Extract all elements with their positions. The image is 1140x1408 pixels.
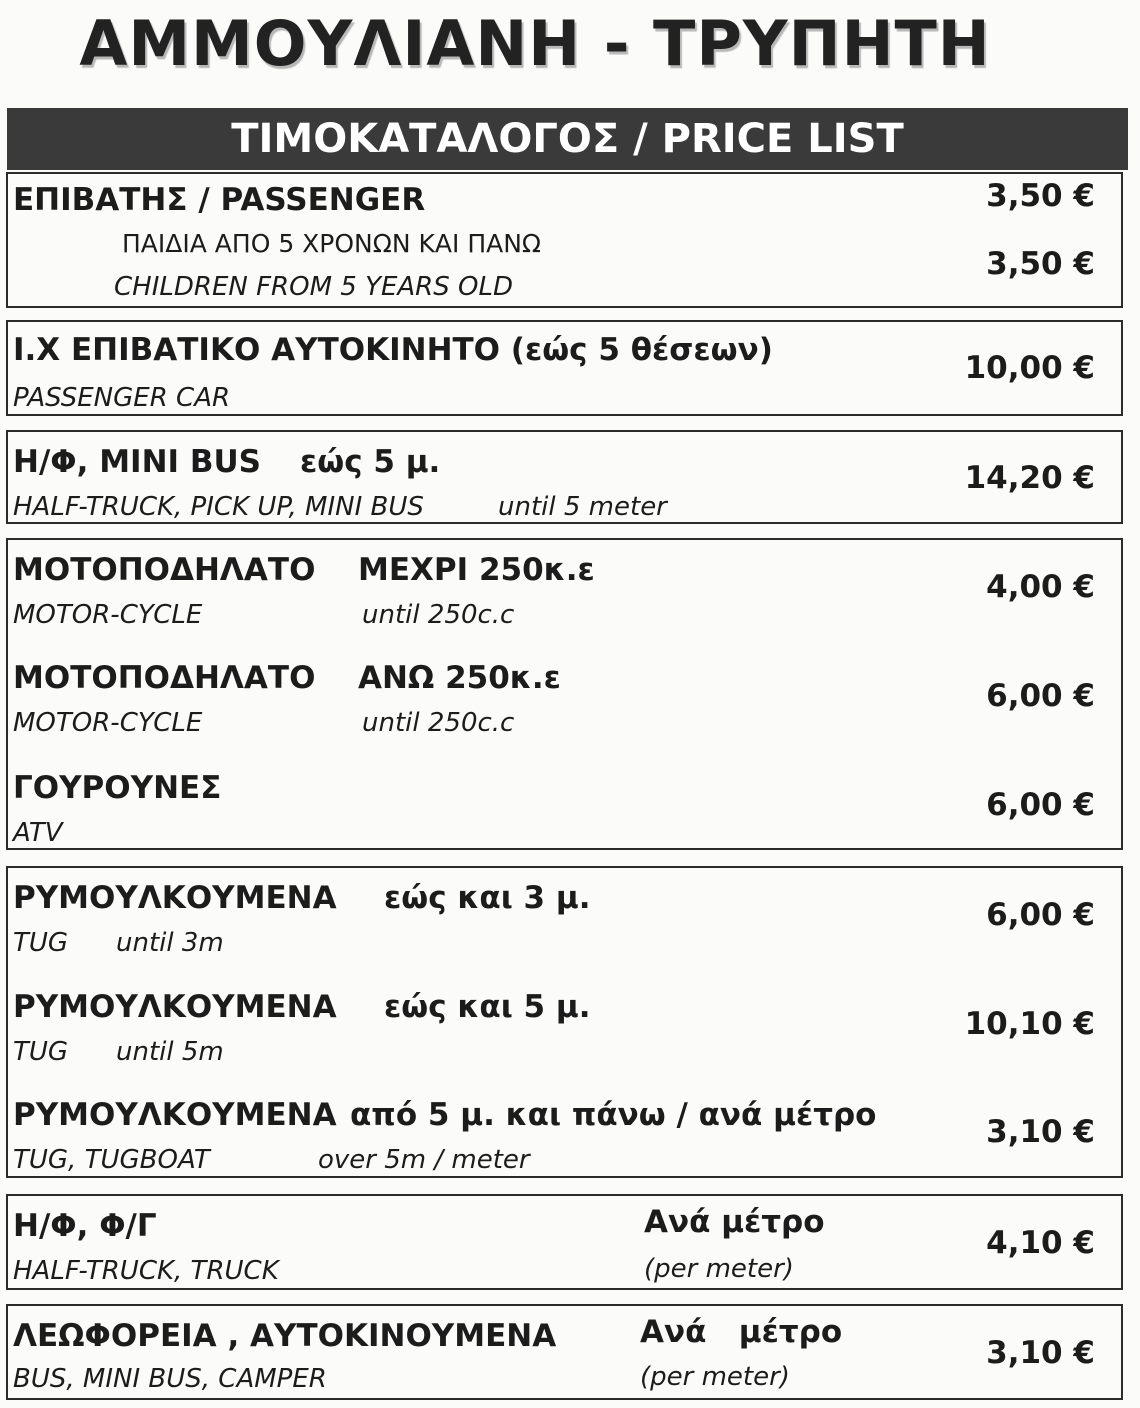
price-list-header: ΤΙΜΟΚΑΤΑΛΟΓΟΣ / PRICE LIST	[7, 108, 1128, 170]
atv-label-en: ATV	[13, 818, 63, 848]
passenger-price: 3,50 €	[986, 178, 1095, 214]
bus-section	[6, 1304, 1123, 1400]
atv-price: 6,00 €	[986, 787, 1095, 823]
truck-price: 4,10 €	[986, 1225, 1095, 1261]
tug2-size-en: until 5m	[116, 1037, 224, 1067]
tug1-label-en: TUG	[13, 928, 69, 958]
moto2-label-en: MOTOR-CYCLE	[13, 708, 203, 738]
tug-section	[6, 866, 1123, 1178]
passenger-label: ΕΠΙΒΑΤΗΣ / PASSENGER	[13, 182, 426, 218]
passenger-section	[6, 172, 1123, 308]
children-label-gr: ΠΑΙΔΙΑ ΑΠΟ 5 ΧΡΟΝΩΝ ΚΑΙ ΠΑΝΩ	[122, 229, 542, 258]
moto2-price: 6,00 €	[986, 678, 1095, 714]
tug1-price: 6,00 €	[986, 897, 1095, 933]
car-price: 10,00 €	[964, 350, 1095, 386]
bus-label-en: BUS, MINI BUS, CAMPER	[13, 1364, 327, 1394]
minibus-section	[6, 430, 1123, 524]
children-label-en: CHILDREN FROM 5 YEARS OLD	[114, 272, 513, 302]
minibus-size-gr: εώς 5 μ.	[300, 444, 441, 480]
tug2-size-gr: εώς και 5 μ.	[384, 989, 591, 1025]
minibus-price: 14,20 €	[964, 460, 1095, 496]
bus-label-gr: ΛΕΩΦΟΡΕΙΑ , ΑΥΤΟΚΙΝΟΥΜΕΝΑ	[13, 1318, 557, 1354]
tug3-label-gr: ΡΥΜΟΥΛΚΟΥΜΕΝΑ	[13, 1097, 337, 1133]
car-label-en: PASSENGER CAR	[13, 383, 231, 413]
minibus-label-gr: Η/Φ, MINI BUS	[13, 444, 261, 480]
atv-label-gr: ΓΟΥΡΟΥΝΕΣ	[13, 770, 222, 806]
truck-label-gr: Η/Φ, Φ/Γ	[13, 1208, 157, 1244]
bus-unit-gr: Ανά μέτρο	[640, 1314, 843, 1350]
moto1-label-gr: ΜΟΤΟΠΟΔΗΛΑΤΟ	[13, 552, 316, 588]
car-section	[6, 320, 1123, 416]
truck-unit-gr: Ανά μέτρο	[644, 1204, 825, 1240]
tug3-size-gr: από 5 μ. και πάνω / ανά μέτρο	[350, 1097, 877, 1133]
tug1-size-gr: εώς και 3 μ.	[384, 880, 591, 916]
moto2-cc-en: until 250c.c	[362, 708, 515, 738]
children-price: 3,50 €	[986, 246, 1095, 282]
tug2-price: 10,10 €	[964, 1006, 1095, 1042]
truck-label-en: HALF-TRUCK, TRUCK	[13, 1256, 279, 1286]
minibus-label-en: HALF-TRUCK, PICK UP, MINI BUS	[13, 492, 424, 522]
motorcycle-section	[6, 538, 1123, 850]
page-title: ΑΜΜΟΥΛΙΑΝΗ - ΤΡΥΠΗΤΗ	[79, 7, 991, 80]
tug1-size-en: until 3m	[116, 928, 224, 958]
truck-unit-en: (per meter)	[644, 1254, 794, 1284]
tug3-size-en: over 5m / meter	[318, 1145, 530, 1175]
tug3-label-en: TUG, TUGBOAT	[13, 1145, 210, 1175]
tug2-label-gr: ΡΥΜΟΥΛΚΟΥΜΕΝΑ	[13, 989, 337, 1025]
moto1-label-en: MOTOR-CYCLE	[13, 600, 203, 630]
moto1-price: 4,00 €	[986, 569, 1095, 605]
car-label-gr: Ι.Χ ΕΠΙΒΑΤΙΚΟ ΑΥΤΟΚΙΝΗΤΟ (εώς 5 θέσεων)	[13, 332, 773, 368]
moto1-cc-gr: ΜΕΧΡΙ 250κ.ε	[358, 552, 595, 588]
tug1-label-gr: ΡΥΜΟΥΛΚΟΥΜΕΝΑ	[13, 880, 337, 916]
moto2-cc-gr: ΑΝΩ 250κ.ε	[358, 660, 561, 696]
tug2-label-en: TUG	[13, 1037, 69, 1067]
bus-unit-en: (per meter)	[640, 1362, 790, 1392]
moto2-label-gr: ΜΟΤΟΠΟΔΗΛΑΤΟ	[13, 660, 316, 696]
truck-section	[6, 1194, 1123, 1290]
moto1-cc-en: until 250c.c	[362, 600, 515, 630]
bus-price: 3,10 €	[986, 1335, 1095, 1371]
minibus-size-en: until 5 meter	[498, 492, 667, 522]
tug3-price: 3,10 €	[986, 1114, 1095, 1150]
